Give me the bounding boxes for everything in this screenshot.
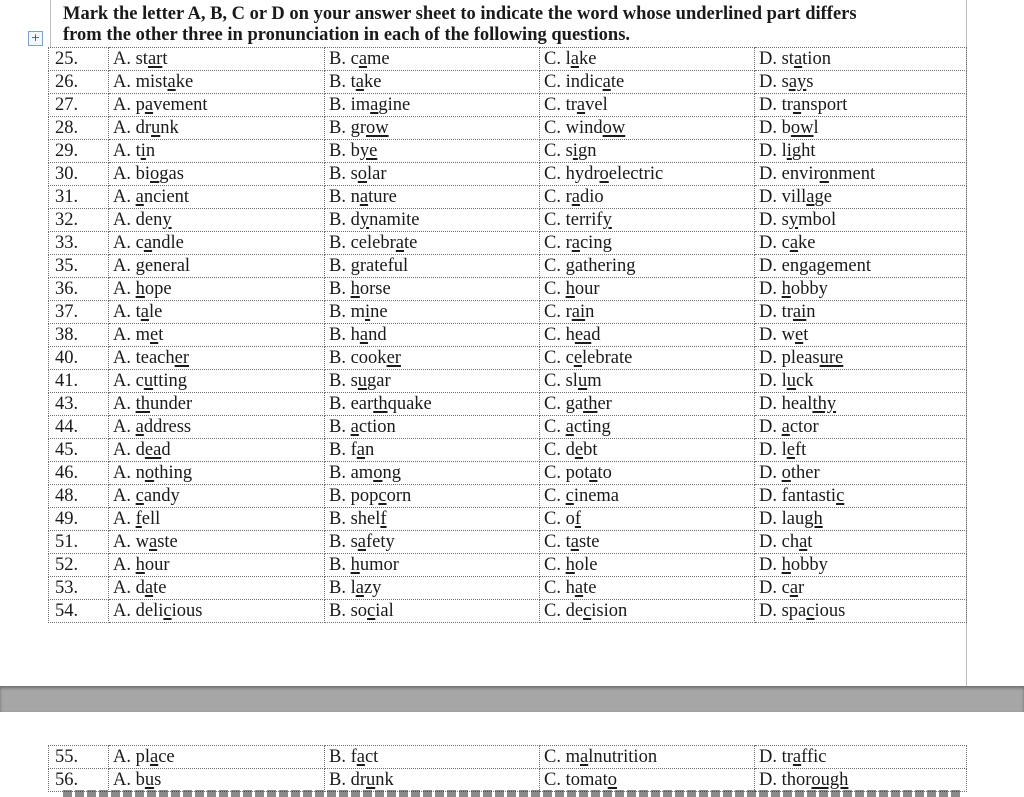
- option-c: C. cinema: [540, 485, 755, 508]
- option-d: D. bowl: [755, 117, 967, 140]
- underlined-part: h: [135, 555, 145, 575]
- option-a: A. cutting: [109, 370, 325, 393]
- option-c: C. hour: [540, 278, 755, 301]
- question-number: 45.: [49, 439, 109, 462]
- option-c: C. slum: [540, 370, 755, 393]
- question-row: [49, 485, 967, 508]
- underlined-part: a: [355, 578, 364, 598]
- option-c: C. malnutrition: [540, 746, 755, 769]
- table-move-handle-icon[interactable]: +: [28, 31, 43, 46]
- question-number: 33.: [49, 232, 109, 255]
- option-d: D. chat: [755, 531, 967, 554]
- underlined-part: e: [786, 440, 795, 460]
- underlined-part: a: [806, 187, 815, 207]
- instruction-text: Mark the letter A, B, C or D on your answer sheet to indicate the word whose underlined part differs from the other three in pronunciation in each of the following questions.: [63, 4, 857, 45]
- underlined-part: h: [781, 555, 791, 575]
- underlined-part: ow: [790, 118, 814, 138]
- underlined-part: gh: [804, 509, 823, 529]
- question-row: [49, 531, 967, 554]
- underlined-part: c: [135, 486, 144, 506]
- question-row: [49, 163, 967, 186]
- option-b: B. social: [325, 600, 540, 623]
- option-b: B. safety: [325, 531, 540, 554]
- underlined-part: a: [565, 417, 574, 437]
- underlined-part: a: [350, 417, 359, 437]
- option-a: A. drunk: [109, 117, 325, 140]
- option-c: C. head: [540, 324, 755, 347]
- option-d: D. station: [755, 48, 967, 71]
- underlined-part: o: [599, 164, 609, 184]
- option-b: B. humor: [325, 554, 540, 577]
- option-d: D. cake: [755, 232, 967, 255]
- option-b: B. nature: [325, 186, 540, 209]
- option-d: D. engagement: [755, 255, 967, 278]
- question-row: [49, 462, 967, 485]
- underlined-part: a: [793, 49, 803, 69]
- underlined-part: ure: [819, 348, 844, 368]
- option-c: C. indicate: [540, 71, 755, 94]
- underlined-part: c: [378, 486, 387, 506]
- underlined-part: g: [350, 256, 360, 276]
- underlined-part: th: [583, 394, 598, 414]
- underlined-part: a: [789, 233, 799, 253]
- underlined-part: a: [789, 578, 799, 598]
- option-d: D. light: [755, 140, 967, 163]
- question-number: 51.: [49, 531, 109, 554]
- underlined-part: ow: [366, 118, 389, 138]
- option-d: D. hobby: [755, 278, 967, 301]
- option-b: B. grow: [325, 117, 540, 140]
- option-b: B. celebrate: [325, 232, 540, 255]
- question-row: [49, 117, 967, 140]
- underlined-part: ai: [571, 302, 586, 322]
- option-a: A. ancient: [109, 186, 325, 209]
- questions-table-page2: [48, 745, 967, 792]
- question-row: [49, 554, 967, 577]
- underlined-part: u: [366, 770, 376, 790]
- option-d: D. train: [755, 301, 967, 324]
- underlined-part: e: [573, 348, 583, 368]
- question-row: [49, 577, 967, 600]
- underlined-part: ai: [792, 302, 807, 322]
- underlined-part: y: [162, 210, 172, 230]
- underlined-part: a: [781, 417, 790, 437]
- underlined-part: u: [143, 371, 154, 391]
- underlined-part: f: [574, 509, 582, 529]
- underlined-part: h: [135, 279, 145, 299]
- option-c: C. terrify: [540, 209, 755, 232]
- option-a: A. pavement: [109, 94, 325, 117]
- underlined-part: a: [356, 747, 365, 767]
- underlined-part: a: [167, 72, 176, 92]
- option-a: A. thunder: [109, 393, 325, 416]
- underlined-part: a: [792, 95, 802, 115]
- question-number: 56.: [49, 769, 109, 792]
- question-number: 55.: [49, 746, 109, 769]
- question-number: 27.: [49, 94, 109, 117]
- underlined-part: y: [788, 210, 799, 230]
- option-a: A. bus: [109, 769, 325, 792]
- option-c: C. travel: [540, 94, 755, 117]
- option-d: D. transport: [755, 94, 967, 117]
- underlined-part: a: [574, 578, 584, 598]
- question-row: [49, 140, 967, 163]
- underlined-part: a: [143, 233, 153, 253]
- underlined-part: u: [144, 770, 155, 790]
- underlined-part: a: [576, 95, 586, 115]
- underlined-part: i: [364, 302, 371, 322]
- option-d: D. environment: [755, 163, 967, 186]
- question-number: 53.: [49, 577, 109, 600]
- option-b: B. dynamite: [325, 209, 540, 232]
- underlined-part: o: [819, 164, 829, 184]
- question-number: 29.: [49, 140, 109, 163]
- option-c: C. hydroelectric: [540, 163, 755, 186]
- question-row: [49, 94, 967, 117]
- option-b: B. mine: [325, 301, 540, 324]
- option-c: C. gathering: [540, 255, 755, 278]
- option-a: A. met: [109, 324, 325, 347]
- option-c: C. taste: [540, 531, 755, 554]
- underlined-part: f: [135, 509, 142, 529]
- underlined-part: h: [350, 279, 360, 299]
- question-number: 37.: [49, 301, 109, 324]
- option-d: D. left: [755, 439, 967, 462]
- question-number: 30.: [49, 163, 109, 186]
- option-a: A. candle: [109, 232, 325, 255]
- question-row: [49, 232, 967, 255]
- option-c: C. lake: [540, 48, 755, 71]
- option-c: C. radio: [540, 186, 755, 209]
- underlined-part: h: [565, 279, 575, 299]
- underlined-part: g: [799, 256, 809, 276]
- underlined-part: er: [386, 348, 401, 368]
- option-a: A. nothing: [109, 462, 325, 485]
- option-a: A. place: [109, 746, 325, 769]
- option-d: D. thorough: [755, 769, 967, 792]
- underlined-part: a: [799, 532, 808, 552]
- next-instruction-cut: [63, 790, 963, 797]
- underlined-part: i: [140, 141, 146, 161]
- option-c: C. acting: [540, 416, 755, 439]
- option-d: D. symbol: [755, 209, 967, 232]
- option-a: A. address: [109, 416, 325, 439]
- underlined-part: f: [380, 509, 387, 529]
- question-number: 54.: [49, 600, 109, 623]
- option-b: B. grateful: [325, 255, 540, 278]
- underlined-part: a: [359, 187, 369, 207]
- option-c: C. gather: [540, 393, 755, 416]
- option-a: A. candy: [109, 485, 325, 508]
- question-row: [49, 255, 967, 278]
- question-row: [49, 370, 967, 393]
- underlined-part: a: [370, 95, 379, 115]
- underlined-part: ye: [359, 141, 378, 161]
- document-page-2: [0, 712, 1024, 797]
- question-number: 31.: [49, 186, 109, 209]
- underlined-part: u: [577, 371, 588, 391]
- question-number: 49.: [49, 508, 109, 531]
- option-a: A. start: [109, 48, 325, 71]
- underlined-part: u: [357, 371, 368, 391]
- option-a: A. biogas: [109, 163, 325, 186]
- option-d: D. wet: [755, 324, 967, 347]
- underlined-part: g: [135, 256, 145, 276]
- option-b: B. horse: [325, 278, 540, 301]
- underlined-part: a: [359, 325, 369, 345]
- underlined-part: c: [565, 486, 574, 506]
- underlined-part: c: [583, 601, 592, 621]
- option-b: B. solar: [325, 163, 540, 186]
- underlined-part: a: [356, 440, 365, 460]
- underlined-part: y: [602, 210, 612, 230]
- underlined-part: g: [565, 256, 575, 276]
- question-row: [49, 508, 967, 531]
- option-b: B. cooker: [325, 347, 540, 370]
- question-number: 46.: [49, 462, 109, 485]
- question-row: [49, 71, 967, 94]
- option-b: B. popcorn: [325, 485, 540, 508]
- question-row: [49, 186, 967, 209]
- question-row: [49, 600, 967, 623]
- underlined-part: o: [357, 164, 368, 184]
- option-d: D. hobby: [755, 554, 967, 577]
- option-b: B. came: [325, 48, 540, 71]
- option-b: B. sugar: [325, 370, 540, 393]
- question-number: 36.: [49, 278, 109, 301]
- underlined-part: o: [144, 463, 155, 483]
- underlined-part: o: [607, 770, 617, 790]
- option-d: D. pleasure: [755, 347, 967, 370]
- option-a: A. hope: [109, 278, 325, 301]
- underlined-part: ow: [602, 118, 626, 138]
- underlined-part: ea: [144, 440, 162, 460]
- question-number: 43.: [49, 393, 109, 416]
- option-d: D. says: [755, 71, 967, 94]
- option-b: B. shelf: [325, 508, 540, 531]
- question-number: 28.: [49, 117, 109, 140]
- option-a: A. date: [109, 577, 325, 600]
- question-number: 40.: [49, 347, 109, 370]
- question-number: 25.: [49, 48, 109, 71]
- option-a: A. waste: [109, 531, 325, 554]
- underlined-part: ar: [147, 49, 163, 69]
- option-b: B. fan: [325, 439, 540, 462]
- underlined-part: a: [358, 49, 368, 69]
- option-d: D. village: [755, 186, 967, 209]
- underlined-part: a: [589, 463, 598, 483]
- underlined-part: a: [602, 72, 611, 92]
- option-c: C. hole: [540, 554, 755, 577]
- option-c: C. window: [540, 117, 755, 140]
- option-b: B. imagine: [325, 94, 540, 117]
- underlined-part: o: [781, 463, 791, 483]
- option-a: A. tale: [109, 301, 325, 324]
- underlined-part: c: [836, 486, 845, 506]
- underlined-part: e: [794, 325, 804, 345]
- underlined-part: o: [373, 463, 383, 483]
- question-number: 44.: [49, 416, 109, 439]
- question-row: [49, 48, 967, 71]
- option-a: A. teacher: [109, 347, 325, 370]
- underlined-part: a: [571, 233, 580, 253]
- underlined-part: i: [572, 141, 578, 161]
- option-b: B. action: [325, 416, 540, 439]
- underlined-part: er: [174, 348, 190, 368]
- underlined-part: a: [355, 72, 364, 92]
- underlined-part: a: [140, 302, 149, 322]
- option-a: A. dead: [109, 439, 325, 462]
- question-row: [49, 393, 967, 416]
- option-c: C. potato: [540, 462, 755, 485]
- underlined-part: a: [144, 578, 154, 598]
- page-gap: [0, 686, 1024, 712]
- option-c: C. of: [540, 508, 755, 531]
- underlined-part: a: [148, 532, 158, 552]
- option-c: C. tomato: [540, 769, 755, 792]
- underlined-part: y: [359, 210, 370, 230]
- question-row: [49, 278, 967, 301]
- underlined-part: ea: [574, 325, 592, 345]
- option-c: C. rain: [540, 301, 755, 324]
- question-number: 35.: [49, 255, 109, 278]
- underlined-part: th: [135, 394, 151, 414]
- option-c: C. celebrate: [540, 347, 755, 370]
- option-d: D. luck: [755, 370, 967, 393]
- underlined-part: u: [151, 118, 161, 138]
- underlined-part: a: [135, 187, 144, 207]
- question-number: 32.: [49, 209, 109, 232]
- option-c: C. sign: [540, 140, 755, 163]
- option-b: B. bye: [325, 140, 540, 163]
- underlined-part: ough: [811, 770, 849, 790]
- questions-table: [48, 47, 967, 623]
- underlined-part: e: [574, 440, 584, 460]
- underlined-part: c: [806, 601, 815, 621]
- underlined-part: th: [373, 394, 388, 414]
- underlined-part: a: [395, 233, 404, 253]
- option-c: C. debt: [540, 439, 755, 462]
- underlined-part: h: [565, 555, 575, 575]
- question-row: [49, 209, 967, 232]
- underlined-part: h: [350, 555, 360, 575]
- option-d: D. spacious: [755, 600, 967, 623]
- underlined-part: a: [579, 747, 589, 767]
- option-c: C. decision: [540, 600, 755, 623]
- question-row: [49, 439, 967, 462]
- underlined-part: a: [357, 532, 367, 552]
- option-b: B. among: [325, 462, 540, 485]
- option-a: A. hour: [109, 554, 325, 577]
- option-c: C. racing: [540, 232, 755, 255]
- question-row: [49, 416, 967, 439]
- underlined-part: o: [150, 164, 160, 184]
- option-b: B. take: [325, 71, 540, 94]
- underlined-part: a: [135, 417, 144, 437]
- option-a: A. delicious: [109, 600, 325, 623]
- underlined-part: thy: [812, 394, 837, 414]
- underlined-part: u: [786, 371, 796, 391]
- option-a: A. general: [109, 255, 325, 278]
- question-number: 48.: [49, 485, 109, 508]
- option-d: D. actor: [755, 416, 967, 439]
- underlined-part: e: [150, 325, 159, 345]
- underlined-part: a: [144, 95, 154, 115]
- option-c: C. hate: [540, 577, 755, 600]
- underlined-part: a: [570, 49, 579, 69]
- underlined-part: h: [781, 279, 791, 299]
- option-a: A. fell: [109, 508, 325, 531]
- underlined-part: c: [367, 601, 376, 621]
- option-b: B. drunk: [325, 769, 540, 792]
- underlined-part: a: [150, 747, 159, 767]
- question-row: [49, 324, 967, 347]
- question-number: 41.: [49, 370, 109, 393]
- question-row: [49, 746, 967, 769]
- underlined-part: c: [163, 601, 172, 621]
- underlined-part: ay: [788, 72, 807, 92]
- option-d: D. healthy: [755, 393, 967, 416]
- option-d: D. traffic: [755, 746, 967, 769]
- option-b: B. hand: [325, 324, 540, 347]
- underlined-part: a: [792, 747, 802, 767]
- option-a: A. tin: [109, 140, 325, 163]
- option-d: D. other: [755, 462, 967, 485]
- option-b: B. fact: [325, 746, 540, 769]
- question-number: 26.: [49, 71, 109, 94]
- option-a: A. deny: [109, 209, 325, 232]
- option-b: B. lazy: [325, 577, 540, 600]
- underlined-part: a: [570, 532, 579, 552]
- question-row: [49, 347, 967, 370]
- underlined-part: i: [786, 141, 792, 161]
- question-number: 38.: [49, 324, 109, 347]
- question-row: [49, 301, 967, 324]
- option-b: B. earthquake: [325, 393, 540, 416]
- option-d: D. fantastic: [755, 485, 967, 508]
- question-number: 52.: [49, 554, 109, 577]
- option-d: D. car: [755, 577, 967, 600]
- option-a: A. mistake: [109, 71, 325, 94]
- question-row: [49, 769, 967, 792]
- option-d: D. laugh: [755, 508, 967, 531]
- underlined-part: a: [571, 187, 580, 207]
